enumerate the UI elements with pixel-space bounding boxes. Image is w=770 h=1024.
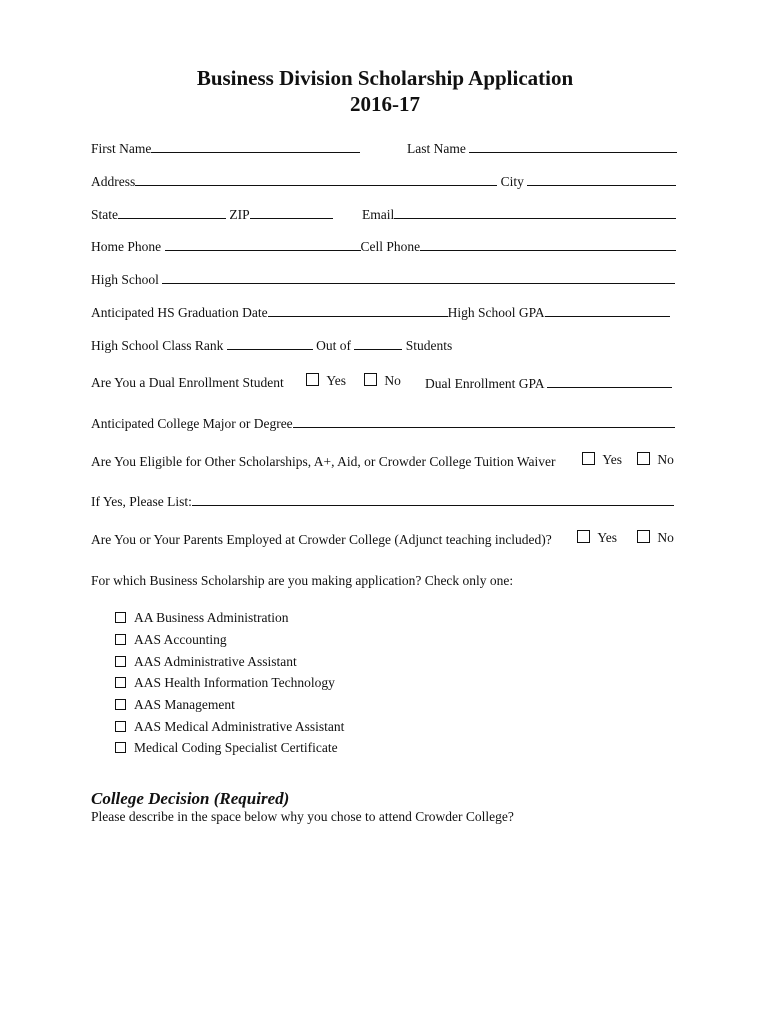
phone-row [91,238,676,255]
major-field[interactable] [293,415,675,428]
high-school-label: High School [91,272,159,287]
college-decision-prompt: Please describe in the space below why you chose to attend Crowder College? [91,809,514,824]
address-field[interactable] [135,173,497,186]
if-yes-label: If Yes, Please List: [91,494,192,509]
eligible-yes-label: Yes [602,452,623,467]
state-label: State [91,207,118,222]
scholarship-checkbox[interactable] [115,612,126,623]
hs-gpa-field[interactable] [545,304,670,317]
eligible-yes-checkbox[interactable] [582,452,595,465]
scholarship-checkbox[interactable] [115,721,126,732]
scholarship-option-label: AAS Medical Administrative Assistant [134,719,345,734]
dual-no-checkbox[interactable] [364,373,377,386]
dual-yes-label: Yes [326,373,347,388]
eligible-no-checkbox[interactable] [637,452,650,465]
dual-no-label: No [384,373,401,388]
first-name-field[interactable] [151,140,360,153]
dual-gpa-row [425,375,672,392]
eligible-label: Are You Eligible for Other Scholarships, A+, Aid, or Crowder College Tuition Waiver [91,454,556,469]
employed-row [91,532,552,548]
scholarship-checkbox[interactable] [115,634,126,645]
scholarship-checkbox[interactable] [115,742,126,753]
class-rank-field[interactable] [227,337,313,350]
form-year: 2016-17 [350,92,420,116]
email-row [362,206,676,223]
college-decision-heading: College Decision (Required) [91,789,290,808]
home-phone-label: Home Phone [91,239,162,254]
last-name-field[interactable] [469,140,677,153]
employed-label: Are You or Your Parents Employed at Crowder College (Adjunct teaching included)? [91,532,552,547]
state-row [91,206,333,223]
scholarship-option-label: AAS Administrative Assistant [134,654,297,669]
employed-yes-label: Yes [597,530,618,545]
scholarship-option [115,610,289,626]
eligible-no-option [637,452,674,468]
scholarship-option-label: AA Business Administration [134,610,289,625]
scholarship-option-label: AAS Accounting [134,632,227,647]
eligible-no-label: No [657,452,674,467]
cell-phone-field[interactable] [420,238,676,251]
employed-no-label: No [657,530,674,545]
scholarship-checkbox[interactable] [115,677,126,688]
first-name-row [91,140,360,157]
dual-yes-checkbox[interactable] [306,373,319,386]
class-rank-row [91,337,452,354]
major-label: Anticipated College Major or Degree [91,416,293,431]
scholarship-checkbox[interactable] [115,699,126,710]
dual-gpa-field[interactable] [547,375,672,388]
city-field[interactable] [527,173,676,186]
out-of-label: Out of [316,338,352,353]
scholarship-option [115,697,235,713]
employed-no-checkbox[interactable] [637,530,650,543]
scholarship-checkbox[interactable] [115,656,126,667]
eligible-row [91,454,556,470]
hs-gpa-label: High School GPA [447,305,545,320]
scholarship-option [115,675,335,691]
dual-gpa-label: Dual Enrollment GPA [425,376,544,391]
dual-enrollment-label: Are You a Dual Enrollment Student [91,375,284,390]
out-of-field[interactable] [354,337,402,350]
class-rank-label: High School Class Rank [91,338,224,353]
dual-yes-option [306,373,346,389]
first-name-label: First Name [91,141,152,156]
address-label: Address [91,174,136,189]
zip-field[interactable] [250,206,333,219]
grad-date-field[interactable] [268,304,448,317]
grad-row [91,304,670,321]
city-label: City [500,174,524,189]
major-row [91,415,675,432]
scholarship-option [115,719,344,735]
zip-label: ZIP [229,207,250,222]
address-row [91,173,676,190]
high-school-row [91,271,675,288]
students-label: Students [405,338,453,353]
email-label: Email [362,207,395,222]
grad-date-label: Anticipated HS Graduation Date [91,305,268,320]
employed-no-option [637,530,674,546]
eligible-yes-option [582,452,622,468]
cell-phone-label: Cell Phone [360,239,421,254]
scholarship-option [115,654,297,670]
form-title: Business Division Scholarship Application [196,66,574,90]
employed-yes-checkbox[interactable] [577,530,590,543]
email-field[interactable] [394,206,676,219]
scholarship-option-label: AAS Health Information Technology [134,675,335,690]
scholarship-question: For which Business Scholarship are you making application? Check only one: [91,573,514,588]
last-name-label: Last Name [407,141,466,156]
last-name-row [407,140,677,157]
home-phone-field[interactable] [165,238,361,251]
scholarship-option-label: Medical Coding Specialist Certificate [134,740,338,755]
state-field[interactable] [118,206,226,219]
scholarship-option [115,740,338,756]
if-yes-field[interactable] [192,493,674,506]
dual-no-option [364,373,401,389]
dual-enrollment-row [91,375,284,391]
high-school-field[interactable] [162,271,675,284]
employed-yes-option [577,530,617,546]
if-yes-row [91,493,674,510]
scholarship-option-label: AAS Management [134,697,235,712]
scholarship-option [115,632,227,648]
